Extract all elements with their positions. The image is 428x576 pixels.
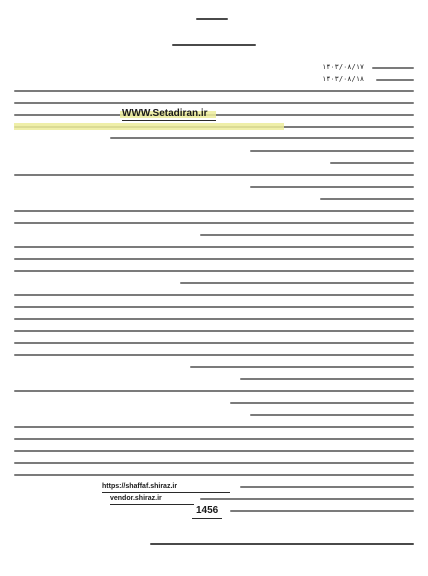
registration-highlight [14,123,284,130]
item-vendor-line [200,498,414,500]
item-deposit-validity [14,246,414,248]
setadiran-underline [122,120,216,121]
item-contractor-conditions-2 [250,186,414,188]
item-deadline-1 [14,258,414,260]
item-offer-method-3 [14,474,414,476]
item-payment-2 [230,402,414,404]
item-submission-3 [14,318,414,320]
item-submission-4 [14,330,414,332]
signature-line [150,543,414,545]
item-contact-line [230,510,414,512]
vendor-underline [110,504,194,505]
shaffaf-underline [102,492,230,493]
shaffaf-link: https://shaffaf.shiraz.ir [102,483,178,490]
basmala-line [196,18,228,20]
contact-number: 1456 [196,505,219,516]
notice-title-line [172,44,256,46]
item-offer-method-2 [14,462,414,464]
item-fees [250,414,414,416]
setadiran-link: WWW.Setadiran.ir [122,108,208,119]
item-opening-1 [14,342,414,344]
item-contract-duration [330,162,414,164]
item-deadline-3 [180,282,414,284]
item-deadline-2 [14,270,414,272]
item-opening-2 [14,354,414,356]
item-initial-amount [250,150,414,152]
item-offer-method-1 [14,450,414,452]
item-guarantee-type [240,378,414,380]
item-cost-1 [14,426,414,428]
intro-line-5 [110,137,414,139]
item-shaffaf-line [240,486,414,488]
item-validity [190,366,414,368]
contact-number-underline [192,518,222,519]
second-date-value: ۱۴۰۳/۰۸/۱۸ [322,75,365,83]
item-deposit-amount-3 [200,234,414,236]
item-execution-place [320,198,414,200]
intro-line-2 [14,102,414,104]
item-payment-1 [14,390,414,392]
item-submission-1 [14,294,414,296]
vendor-link: vendor.shiraz.ir [110,495,162,502]
item-deposit-amount-2 [14,222,414,224]
first-date-value: ۱۴۰۳/۰۸/۱۷ [322,63,365,71]
item-contractor-conditions-1 [14,174,414,176]
intro-line-1 [14,90,414,92]
item-cost-2 [14,438,414,440]
second-date-line [376,79,414,81]
first-date-line [372,67,414,69]
item-deposit-amount-1 [14,210,414,212]
item-submission-2 [14,306,414,308]
